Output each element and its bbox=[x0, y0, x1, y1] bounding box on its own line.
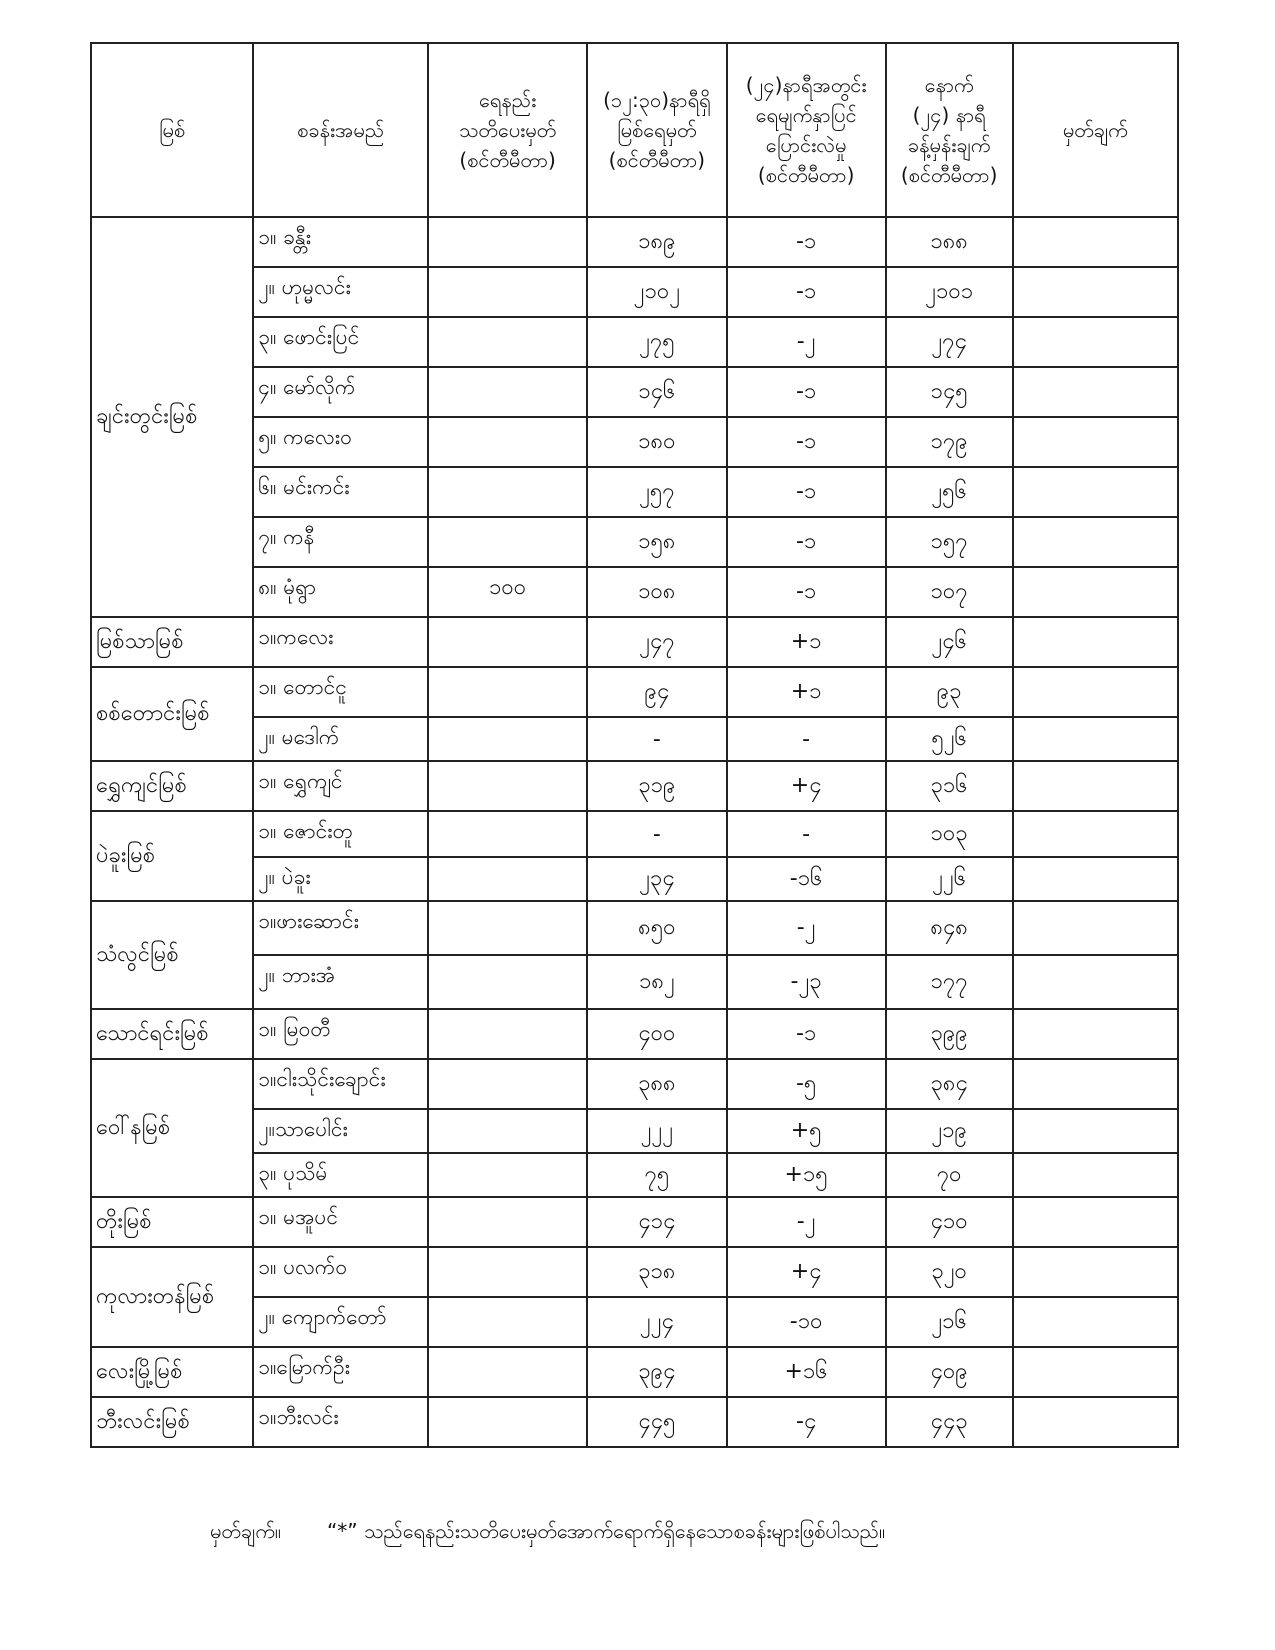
danger-level bbox=[428, 517, 587, 567]
current-level: ၄၁၄ bbox=[587, 1197, 726, 1247]
level-change: -၁ bbox=[727, 217, 886, 267]
remark bbox=[1013, 811, 1178, 857]
level-change: -၁ bbox=[727, 567, 886, 617]
remark bbox=[1013, 1109, 1178, 1153]
current-level: ၂၂၄ bbox=[587, 1297, 726, 1347]
river-name: သောင်ရင်းမြစ် bbox=[91, 1009, 253, 1059]
river-name: ပဲခူးမြစ် bbox=[91, 811, 253, 901]
danger-level bbox=[428, 901, 587, 955]
station-name: ၁။မြောက်ဦး bbox=[253, 1347, 428, 1397]
remark bbox=[1013, 1297, 1178, 1347]
level-change: +၄ bbox=[727, 1247, 886, 1297]
river-name: လေးမြို့မြစ် bbox=[91, 1347, 253, 1397]
station-name: ၁။ မအူပင် bbox=[253, 1197, 428, 1247]
level-change: -၁ bbox=[727, 1009, 886, 1059]
level-change: +၁ bbox=[727, 667, 886, 717]
forecast-level: ၁၇၇ bbox=[886, 955, 1013, 1009]
danger-level bbox=[428, 1059, 587, 1109]
station-name: ၁။ ခန္တီး bbox=[253, 217, 428, 267]
station-name: ၄။ မော်လိုက် bbox=[253, 367, 428, 417]
forecast-level: ၈၄၈ bbox=[886, 901, 1013, 955]
table-row bbox=[91, 1347, 1178, 1397]
forecast-level: ၁၅၇ bbox=[886, 517, 1013, 567]
danger-level bbox=[428, 717, 587, 761]
header-line: (၂၄) နာရီ bbox=[912, 103, 986, 127]
forecast-level: ၁၄၅ bbox=[886, 367, 1013, 417]
header-line: (စင်တီမီတာ) bbox=[459, 148, 556, 172]
header-24h-forecast bbox=[886, 43, 1013, 217]
remark bbox=[1013, 567, 1178, 617]
level-change: -၁၀ bbox=[727, 1297, 886, 1347]
station-name: ၃။ ပုသိမ် bbox=[253, 1153, 428, 1197]
danger-level bbox=[428, 1109, 587, 1153]
station-name: ၁။ငါးသိုင်းချောင်း bbox=[253, 1059, 428, 1109]
table-row bbox=[91, 1009, 1178, 1059]
current-level: ၁၈၂ bbox=[587, 955, 726, 1009]
danger-level bbox=[428, 1197, 587, 1247]
table-row bbox=[91, 317, 1178, 367]
forecast-level: ၉၃ bbox=[886, 667, 1013, 717]
station-name: ၅။ ကလေးဝ bbox=[253, 417, 428, 467]
table-row bbox=[91, 1247, 1178, 1297]
current-level: ၃၁၈ bbox=[587, 1247, 726, 1297]
station-name: ၂။ ကျောက်တော် bbox=[253, 1297, 428, 1347]
remark bbox=[1013, 217, 1178, 267]
remark bbox=[1013, 1247, 1178, 1297]
level-change: -၂၃ bbox=[727, 955, 886, 1009]
forecast-level: ၂၁၆ bbox=[886, 1297, 1013, 1347]
level-change: +၁၆ bbox=[727, 1347, 886, 1397]
remark bbox=[1013, 761, 1178, 811]
station-name: ၁။ တောင်ငူ bbox=[253, 667, 428, 717]
level-change: - bbox=[727, 811, 886, 857]
table-row bbox=[91, 667, 1178, 717]
danger-level bbox=[428, 761, 587, 811]
forecast-level: ၃၈၄ bbox=[886, 1059, 1013, 1109]
level-change: -၁၆ bbox=[727, 857, 886, 901]
current-level: ၁၈၉ bbox=[587, 217, 726, 267]
station-name: ၂။သာပေါင်း bbox=[253, 1109, 428, 1153]
level-change: -၁ bbox=[727, 517, 886, 567]
forecast-level: ၁၀၃ bbox=[886, 811, 1013, 857]
remark bbox=[1013, 367, 1178, 417]
forecast-level: ၃၉၉ bbox=[886, 1009, 1013, 1059]
current-level: ၇၅ bbox=[587, 1153, 726, 1197]
level-change: -၂ bbox=[727, 1197, 886, 1247]
station-name: ၂။ ပဲခူး bbox=[253, 857, 428, 901]
remark bbox=[1013, 317, 1178, 367]
station-name: ၁။ဖားဆောင်း bbox=[253, 901, 428, 955]
current-level: - bbox=[587, 811, 726, 857]
danger-level bbox=[428, 267, 587, 317]
forecast-level: ၅၂၆ bbox=[886, 717, 1013, 761]
forecast-level: ၃၁၆ bbox=[886, 761, 1013, 811]
remark bbox=[1013, 1197, 1178, 1247]
footnote-text: “*” သည်ရေနည်းသတိပေးမှတ်အောက်ရောက်ရှိနေသောစခန်းများဖြစ်ပါသည်။ bbox=[326, 1519, 885, 1543]
forecast-level: ၂၁၉ bbox=[886, 1109, 1013, 1153]
current-level: ၂၂၂ bbox=[587, 1109, 726, 1153]
remark bbox=[1013, 467, 1178, 517]
station-name: ၃။ ဖောင်းပြင် bbox=[253, 317, 428, 367]
danger-level bbox=[428, 617, 587, 667]
current-level: ၃၁၉ bbox=[587, 761, 726, 811]
level-change: -၁ bbox=[727, 417, 886, 467]
table-row bbox=[91, 517, 1178, 567]
header-river bbox=[91, 43, 253, 217]
table-row bbox=[91, 955, 1178, 1009]
river-name: ချင်းတွင်းမြစ် bbox=[91, 217, 253, 617]
level-change: -၁ bbox=[727, 467, 886, 517]
header-remarks bbox=[1013, 43, 1178, 217]
station-name: ၁။ ရွှေကျင် bbox=[253, 761, 428, 811]
current-level: ၁၄၆ bbox=[587, 367, 726, 417]
level-change: -၁ bbox=[727, 367, 886, 417]
header-24h-change bbox=[727, 43, 886, 217]
river-water-level-table bbox=[90, 42, 1179, 1448]
river-name: ဝေါ်နမြစ် bbox=[91, 1059, 253, 1197]
river-name: သံလွင်မြစ် bbox=[91, 901, 253, 1009]
table-row bbox=[91, 567, 1178, 617]
level-change: -၄ bbox=[727, 1397, 886, 1447]
header-line: ခန့်မှန်းချက် bbox=[907, 133, 991, 157]
danger-level bbox=[428, 667, 587, 717]
current-level: ၄၀၀ bbox=[587, 1009, 726, 1059]
table-row bbox=[91, 467, 1178, 517]
header-line: (၂၄)နာရီအတွင်း bbox=[745, 73, 867, 97]
table-row bbox=[91, 367, 1178, 417]
current-level: ၂၄၇ bbox=[587, 617, 726, 667]
table-row bbox=[91, 857, 1178, 901]
forecast-level: ၂၇၄ bbox=[886, 317, 1013, 367]
remark bbox=[1013, 955, 1178, 1009]
forecast-level: ၂၁၀၁ bbox=[886, 267, 1013, 317]
level-change: -၁ bbox=[727, 267, 886, 317]
table-row bbox=[91, 1297, 1178, 1347]
header-line: စခန်းအမည် bbox=[297, 118, 385, 142]
river-name: စစ်တောင်းမြစ် bbox=[91, 667, 253, 761]
station-name: ၇။ ကနီ bbox=[253, 517, 428, 567]
table-body bbox=[91, 217, 1178, 1447]
header-line: (စင်တီမီတာ) bbox=[757, 163, 855, 187]
table-row bbox=[91, 1197, 1178, 1247]
station-name: ၁။ မြဝတီ bbox=[253, 1009, 428, 1059]
danger-level bbox=[428, 811, 587, 857]
forecast-level: ၁၇၉ bbox=[886, 417, 1013, 467]
station-name: ၂။ ဟုမ္မလင်း bbox=[253, 267, 428, 317]
header-line: မှတ်ချက် bbox=[1062, 118, 1128, 142]
header-line: ရေမျက်နှာပြင် bbox=[755, 103, 857, 127]
level-change: +၁ bbox=[727, 617, 886, 667]
level-change: +၅ bbox=[727, 1109, 886, 1153]
header-danger-level bbox=[428, 43, 587, 217]
level-change: -၂ bbox=[727, 901, 886, 955]
remark bbox=[1013, 1347, 1178, 1397]
table-row bbox=[91, 1153, 1178, 1197]
current-level: ၂၃၄ bbox=[587, 857, 726, 901]
danger-level bbox=[428, 955, 587, 1009]
remark bbox=[1013, 1009, 1178, 1059]
current-level: - bbox=[587, 717, 726, 761]
remark bbox=[1013, 417, 1178, 467]
forecast-level: ၇၀ bbox=[886, 1153, 1013, 1197]
danger-level: ၁၀၀ bbox=[428, 567, 587, 617]
current-level: ၂၇၅ bbox=[587, 317, 726, 367]
current-level: ၂၁၀၂ bbox=[587, 267, 726, 317]
station-name: ၁။ကလေး bbox=[253, 617, 428, 667]
forecast-level: ၁၈၈ bbox=[886, 217, 1013, 267]
danger-level bbox=[428, 1297, 587, 1347]
table-row bbox=[91, 901, 1178, 955]
current-level: ၃၈၈ bbox=[587, 1059, 726, 1109]
table-row bbox=[91, 1397, 1178, 1447]
level-change: +၄ bbox=[727, 761, 886, 811]
forecast-level: ၂၅၆ bbox=[886, 467, 1013, 517]
remark bbox=[1013, 1059, 1178, 1109]
remark bbox=[1013, 901, 1178, 955]
danger-level bbox=[428, 217, 587, 267]
level-change: -၅ bbox=[727, 1059, 886, 1109]
river-name: ဘီးလင်းမြစ် bbox=[91, 1397, 253, 1447]
danger-level bbox=[428, 1153, 587, 1197]
table-row bbox=[91, 761, 1178, 811]
forecast-level: ၃၂၀ bbox=[886, 1247, 1013, 1297]
current-level: ၈၅၀ bbox=[587, 901, 726, 955]
footnote-label: မှတ်ချက်။ bbox=[210, 1519, 281, 1543]
station-name: ၁။ ဇောင်းတူ bbox=[253, 811, 428, 857]
river-name: တိုးမြစ် bbox=[91, 1197, 253, 1247]
danger-level bbox=[428, 1009, 587, 1059]
remark bbox=[1013, 267, 1178, 317]
station-name: ၆။ မင်းကင်း bbox=[253, 467, 428, 517]
footnote bbox=[210, 1518, 885, 1548]
header-row bbox=[91, 43, 1178, 217]
current-level: ၂၅၇ bbox=[587, 467, 726, 517]
header-line: မြစ် bbox=[159, 118, 186, 142]
forecast-level: ၄၁၀ bbox=[886, 1197, 1013, 1247]
river-name: ရွှေကျင်မြစ် bbox=[91, 761, 253, 811]
header-line: မြစ်ရေမှတ် bbox=[617, 118, 697, 142]
current-level: ၁၈၀ bbox=[587, 417, 726, 467]
danger-level bbox=[428, 417, 587, 467]
level-change: +၁၅ bbox=[727, 1153, 886, 1197]
remark bbox=[1013, 517, 1178, 567]
remark bbox=[1013, 617, 1178, 667]
table-row bbox=[91, 811, 1178, 857]
danger-level bbox=[428, 467, 587, 517]
table-row bbox=[91, 1109, 1178, 1153]
table-row bbox=[91, 1059, 1178, 1109]
forecast-level: ၂၄၆ bbox=[886, 617, 1013, 667]
station-name: ၁။ဘီးလင်း bbox=[253, 1397, 428, 1447]
level-change: - bbox=[727, 717, 886, 761]
table-row bbox=[91, 717, 1178, 761]
river-name: မြစ်သာမြစ် bbox=[91, 617, 253, 667]
forecast-level: ၁၀၇ bbox=[886, 567, 1013, 617]
current-level: ၁၅၈ bbox=[587, 517, 726, 567]
current-level: ၄၄၅ bbox=[587, 1397, 726, 1447]
current-level: ၁၀၈ bbox=[587, 567, 726, 617]
header-line: နောက် bbox=[924, 73, 974, 97]
header-current-level bbox=[587, 43, 726, 217]
forecast-level: ၄၀၉ bbox=[886, 1347, 1013, 1397]
header-line: (စင်တီမီတာ) bbox=[900, 163, 998, 187]
remark bbox=[1013, 1397, 1178, 1447]
header-line: ပြောင်းလဲမှု bbox=[765, 133, 847, 157]
river-name: ကုလားတန်မြစ် bbox=[91, 1247, 253, 1347]
table-row bbox=[91, 217, 1178, 267]
remark bbox=[1013, 1153, 1178, 1197]
forecast-level: ၄၄၃ bbox=[886, 1397, 1013, 1447]
danger-level bbox=[428, 317, 587, 367]
table-row bbox=[91, 617, 1178, 667]
remark bbox=[1013, 667, 1178, 717]
danger-level bbox=[428, 1347, 587, 1397]
danger-level bbox=[428, 857, 587, 901]
danger-level bbox=[428, 1397, 587, 1447]
station-name: ၂။ မဒေါက် bbox=[253, 717, 428, 761]
station-name: ၂။ ဘားအံ bbox=[253, 955, 428, 1009]
remark bbox=[1013, 857, 1178, 901]
header-line: ရေနည်း bbox=[479, 88, 537, 112]
station-name: ၈။ မုံရွာ bbox=[253, 567, 428, 617]
danger-level bbox=[428, 1247, 587, 1297]
header-line: (၁၂:၃၀)နာရီရှိ bbox=[603, 88, 711, 112]
table-row bbox=[91, 267, 1178, 317]
table-row bbox=[91, 417, 1178, 467]
header-line: (စင်တီမီတာ) bbox=[608, 148, 706, 172]
header-station bbox=[253, 43, 428, 217]
forecast-level: ၂၂၆ bbox=[886, 857, 1013, 901]
remark bbox=[1013, 717, 1178, 761]
header-line: သတိပေးမှတ် bbox=[459, 118, 557, 142]
danger-level bbox=[428, 367, 587, 417]
station-name: ၁။ ပလက်ဝ bbox=[253, 1247, 428, 1297]
current-level: ၉၄ bbox=[587, 667, 726, 717]
level-change: -၂ bbox=[727, 317, 886, 367]
current-level: ၃၉၄ bbox=[587, 1347, 726, 1397]
